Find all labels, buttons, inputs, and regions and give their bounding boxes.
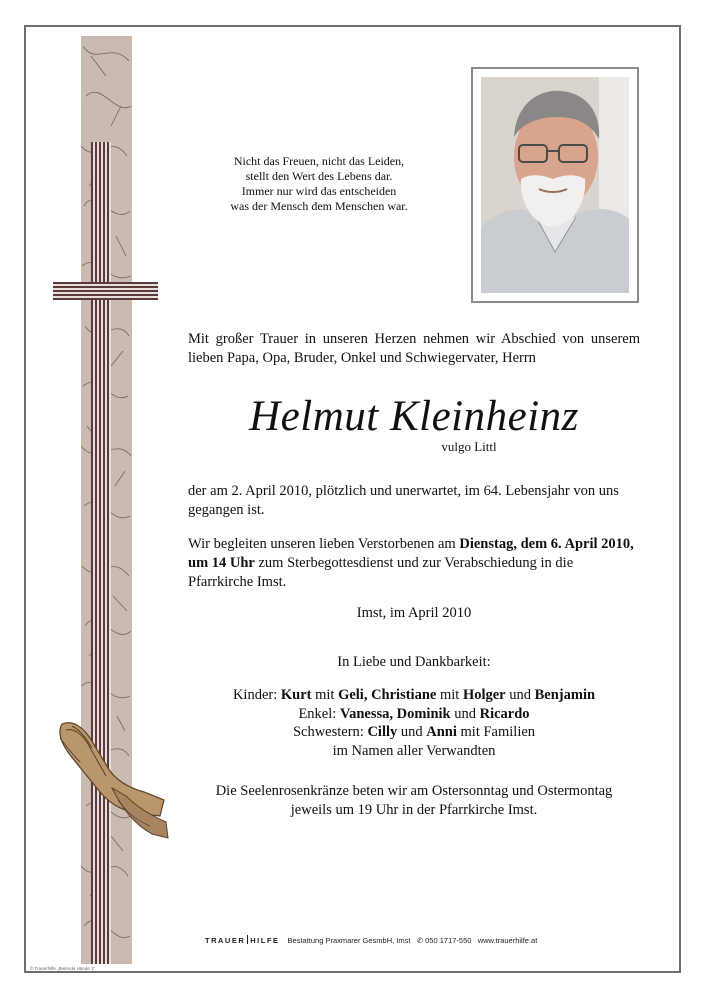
- place-date: Imst, im April 2010: [356, 605, 472, 621]
- poem-line: Immer nur wird das entscheiden: [241, 184, 397, 198]
- copyright-note: © Trauerhilfe „Betende Hände 1“: [30, 966, 96, 971]
- cross-vertical-beam: [91, 142, 111, 964]
- family-grandchildren-line: Enkel: Vanessa, Dominik und Ricardo: [298, 705, 530, 722]
- funeral-date: Dienstag, dem 6. April 2010, um 14 Uhr: [188, 536, 634, 571]
- phone-icon: ✆: [416, 936, 424, 945]
- poem-line: was der Mensch dem Menschen war.: [230, 199, 408, 213]
- family-children-line: Kinder: Kurt mit Geli, Christiane mit Holger und Benjamin: [232, 687, 596, 703]
- thanks-heading: In Liebe und Dankbarkeit:: [337, 654, 491, 670]
- funeral-home-footer: [205, 935, 537, 945]
- poem-line: stellt den Wert des Lebens dar.: [245, 169, 393, 183]
- website-link[interactable]: www.trauerhilfe.at: [477, 936, 538, 945]
- family-relatives-line: im Namen aller Verwandten: [332, 742, 496, 759]
- rosary-notice: Die Seelenrosenkränze beten wir am Ostersonntag und Ostermontag jeweils um 19 Uhr in der Pfarrkirche Imst.: [215, 783, 613, 818]
- praying-hands-icon: [52, 716, 170, 840]
- family-list: [188, 686, 640, 760]
- funeral-notice: Wir begleiten unseren lieben Verstorbenen am Dienstag, dem 6. April 2010, um 14 Uhr zum Sterbegottesdienst und zur Verabschiedung in die Pfarrkirche Imst.: [188, 536, 634, 590]
- intro-paragraph: Mit großer Trauer in unseren Herzen nehmen wir Abschied von unserem lieben Papa, Opa, Bruder, Onkel und Schwiegervater, Herrn: [188, 331, 640, 366]
- deceased-name: Helmut Kleinheinz: [249, 393, 579, 440]
- trauerhilfe-logo: TRAUER HILFE: [205, 936, 280, 945]
- death-notice: der am 2. April 2010, plötzlich und unerwartet, im 64. Lebensjahr von uns gegangen ist.: [188, 483, 619, 518]
- family-sisters-line: Schwestern: Cilly und Anni mit Familien: [292, 724, 536, 740]
- memorial-poem: [200, 154, 438, 214]
- company-name: Bestattung Praxmarer GesmbH, Imst: [287, 936, 411, 945]
- poem-line: Nicht das Freuen, nicht das Leiden,: [233, 154, 405, 168]
- portrait-photo: [481, 77, 629, 293]
- phone-number: 050 1717-550: [425, 936, 472, 945]
- cross-horizontal-beam: [53, 282, 158, 300]
- deceased-alias: vulgo Littl: [441, 439, 497, 454]
